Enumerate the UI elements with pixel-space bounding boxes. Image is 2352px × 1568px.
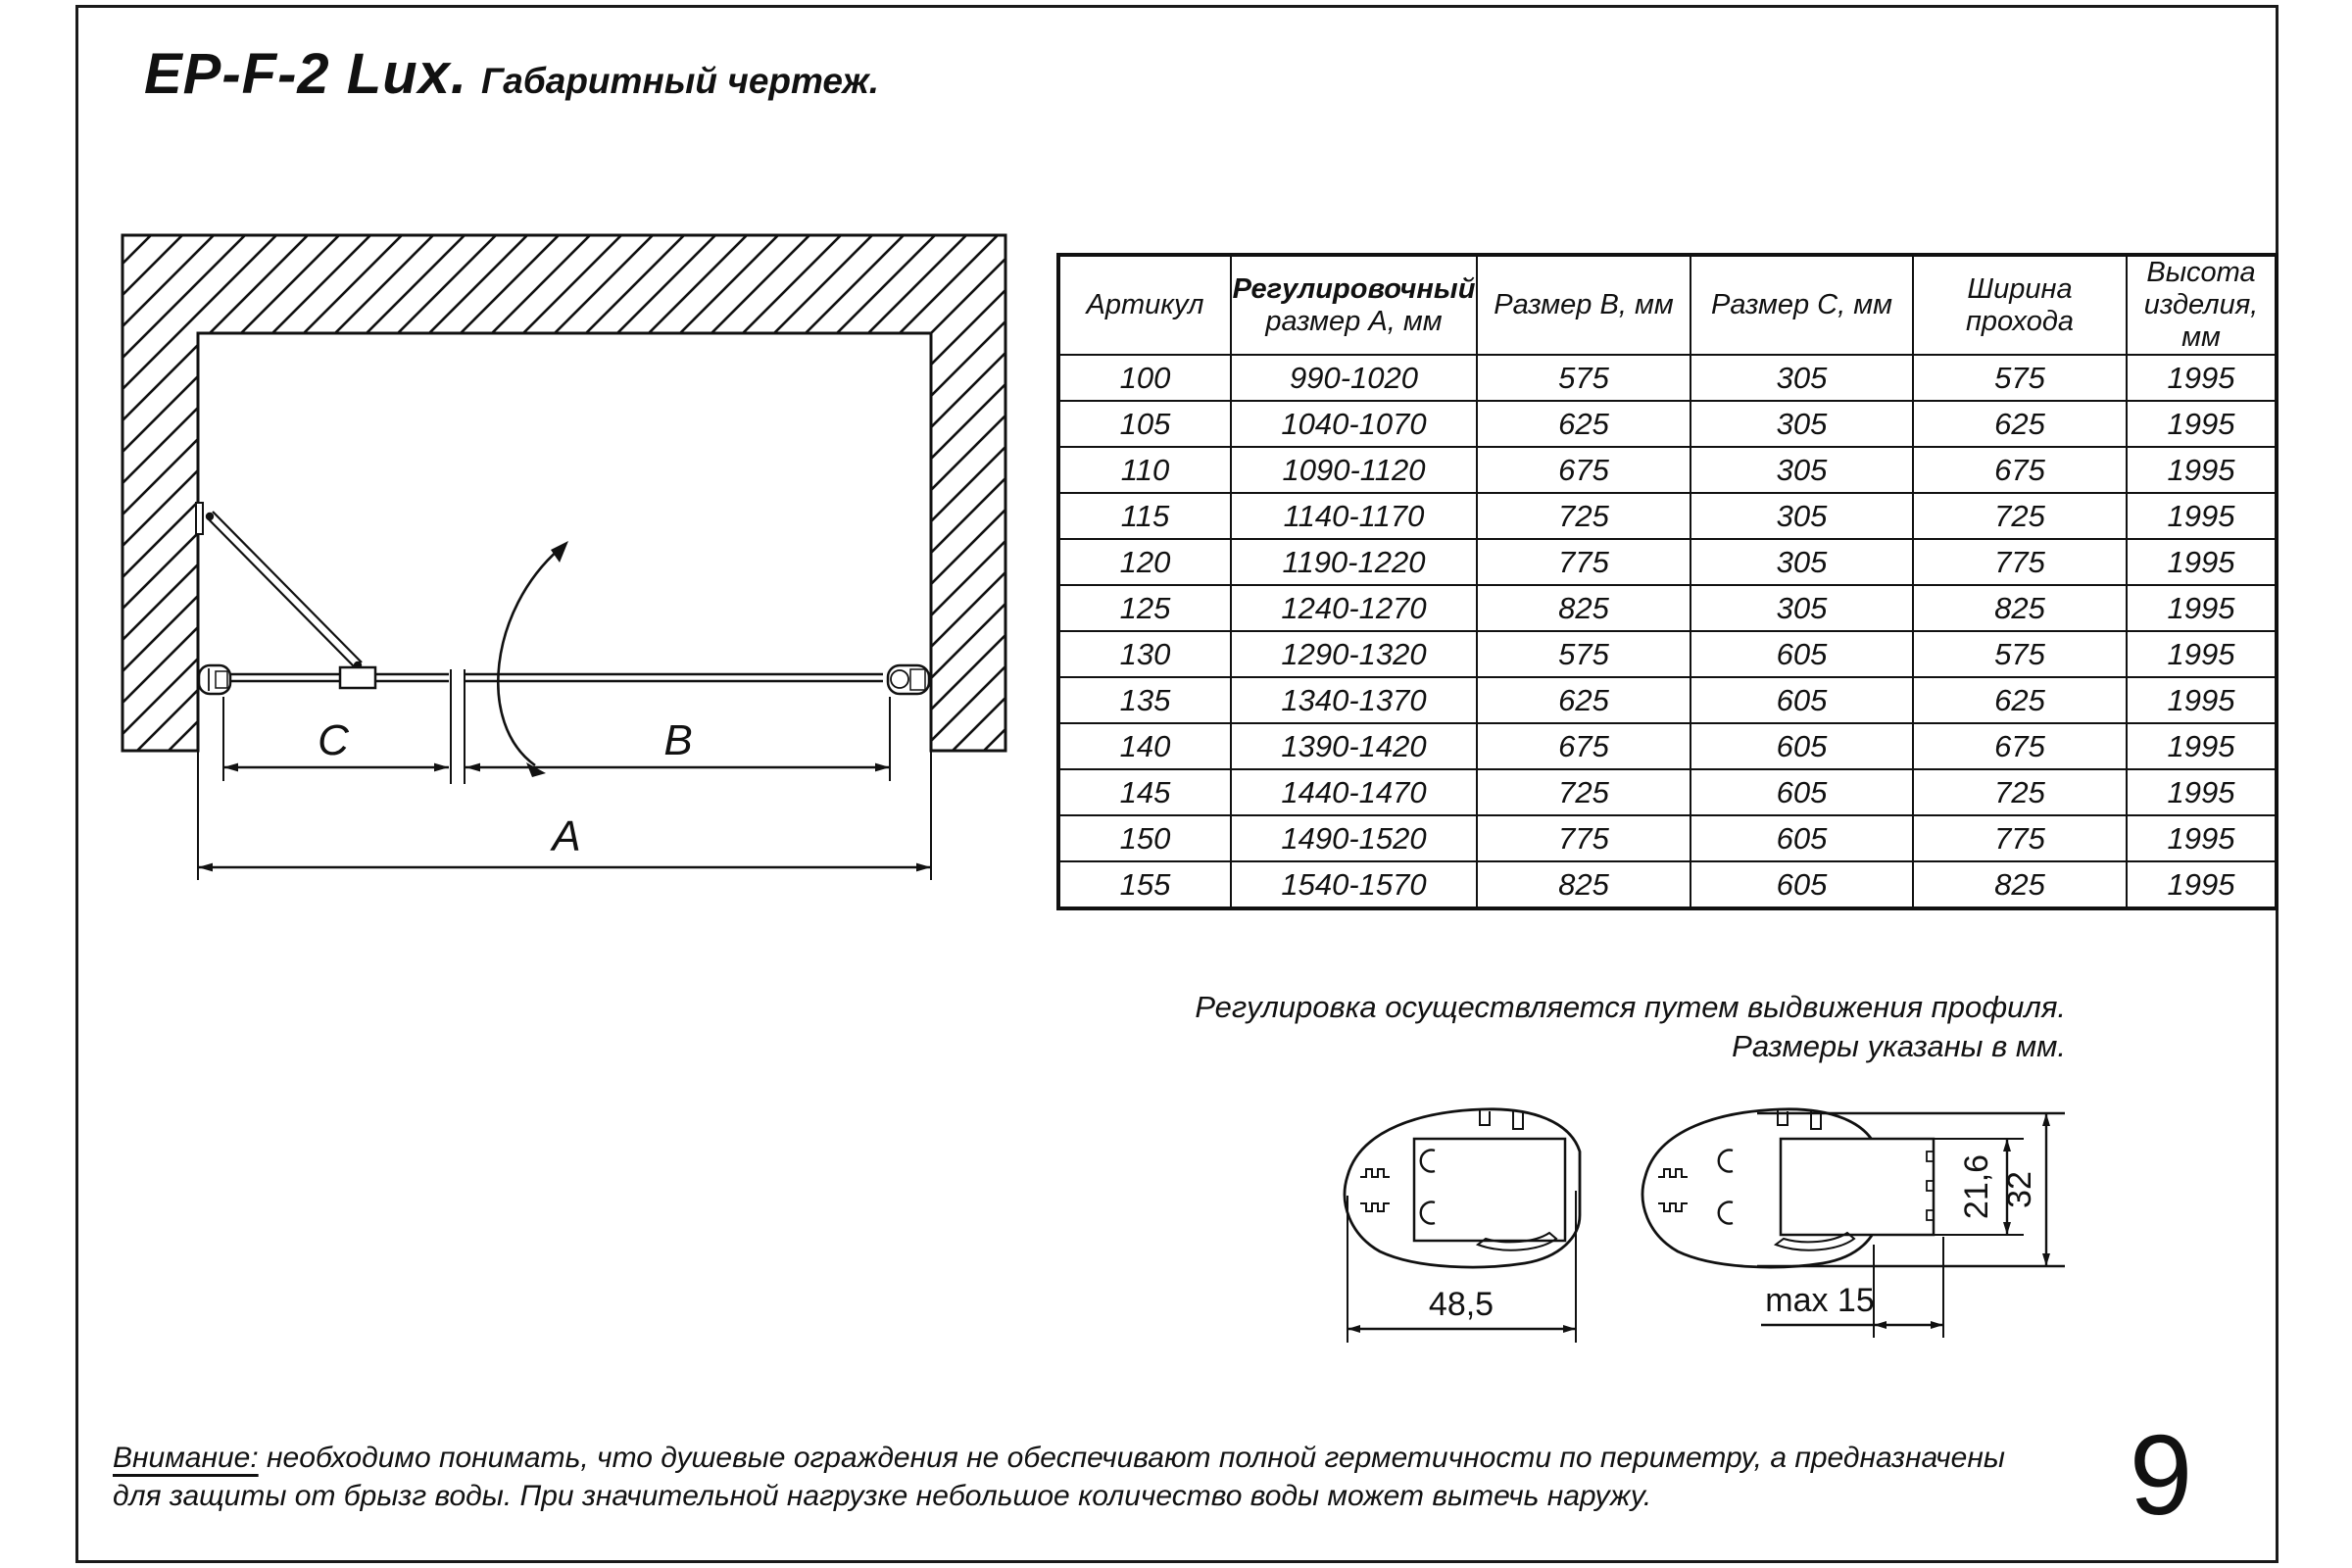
table-cell: 105 [1058, 401, 1231, 447]
note-line: Регулировка осуществляется путем выдвижения профиля. [1195, 990, 2066, 1024]
warning-text: необходимо понимать, что душевые ограждения не обеспечивают полной герметичности по периметру, а предназначены [258, 1442, 2005, 1474]
table-cell: 725 [1477, 493, 1690, 539]
table-row [1058, 355, 2277, 401]
table-cell: 1090-1120 [1231, 447, 1477, 493]
table-cell: 605 [1690, 631, 1913, 677]
table-cell: 625 [1913, 401, 2127, 447]
warning-line [113, 1439, 2005, 1477]
profile-section-extended [1642, 1109, 2065, 1338]
spec-table-header-row [1058, 255, 2277, 355]
table-cell: 575 [1913, 355, 2127, 401]
table-row [1058, 769, 2277, 815]
table-cell: 625 [1913, 677, 2127, 723]
profile-section-retracted [1345, 1109, 1580, 1343]
table-cell: 775 [1913, 539, 2127, 585]
table-row [1058, 585, 2277, 631]
table-cell: 115 [1058, 493, 1231, 539]
warning-note [113, 1439, 2005, 1515]
table-cell: 135 [1058, 677, 1231, 723]
page-title [144, 41, 879, 107]
table-cell: 675 [1913, 447, 2127, 493]
dim-label-c: C [318, 716, 349, 764]
warning-label: Внимание: [113, 1442, 259, 1474]
table-cell: 1290-1320 [1231, 631, 1477, 677]
table-cell: 605 [1690, 723, 1913, 769]
table-cell: 1440-1470 [1231, 769, 1477, 815]
table-cell: 130 [1058, 631, 1231, 677]
table-cell: 305 [1690, 401, 1913, 447]
table-cell: 1995 [2127, 493, 2277, 539]
table-cell: 1995 [2127, 815, 2277, 861]
wall-profile-right [888, 665, 929, 694]
table-header-cell: Высота изделия, мм [2127, 255, 2277, 355]
table-cell: 305 [1690, 447, 1913, 493]
table-cell: 1995 [2127, 585, 2277, 631]
table-cell: 1490-1520 [1231, 815, 1477, 861]
table-cell: 605 [1690, 815, 1913, 861]
table-row [1058, 861, 2277, 908]
table-cell: 1140-1170 [1231, 493, 1477, 539]
table-cell: 990-1020 [1231, 355, 1477, 401]
dim-label-profile-inner-height: 21,6 [1958, 1153, 1995, 1220]
table-cell: 1995 [2127, 539, 2277, 585]
table-header-cell: Ширина прохода [1913, 255, 2127, 355]
table-row [1058, 677, 2277, 723]
table-cell: 1995 [2127, 447, 2277, 493]
brace-bracket [340, 667, 375, 688]
table-cell: 100 [1058, 355, 1231, 401]
dim-label-a: A [552, 812, 581, 860]
table-cell: 1995 [2127, 631, 2277, 677]
table-cell: 305 [1690, 355, 1913, 401]
table-cell: 725 [1913, 769, 2127, 815]
table-header-cell: Размер С, мм [1690, 255, 1913, 355]
table-cell: 675 [1477, 447, 1690, 493]
table-cell: 825 [1913, 861, 2127, 908]
product-model: EP-F-2 Lux. [144, 42, 468, 106]
door-swing-arc [498, 541, 568, 777]
profile-sections-drawing [1333, 1098, 2097, 1470]
table-cell: 1995 [2127, 355, 2277, 401]
note-line: Размеры указаны в мм. [1732, 1029, 2066, 1063]
table-row [1058, 401, 2277, 447]
table-cell: 1995 [2127, 861, 2277, 908]
table-row [1058, 447, 2277, 493]
table-cell: 145 [1058, 769, 1231, 815]
table-cell: 1340-1370 [1231, 677, 1477, 723]
table-cell: 725 [1477, 769, 1690, 815]
dim-label-b: B [663, 716, 693, 764]
table-cell: 110 [1058, 447, 1231, 493]
table-cell: 625 [1477, 401, 1690, 447]
table-cell: 1995 [2127, 401, 2277, 447]
table-cell: 1040-1070 [1231, 401, 1477, 447]
support-brace [196, 503, 362, 669]
table-row [1058, 493, 2277, 539]
table-cell: 125 [1058, 585, 1231, 631]
table-cell: 155 [1058, 861, 1231, 908]
spec-table-body [1058, 355, 2277, 908]
table-cell: 1390-1420 [1231, 723, 1477, 769]
table-cell: 575 [1477, 355, 1690, 401]
table-cell: 675 [1913, 723, 2127, 769]
table-cell: 825 [1477, 861, 1690, 908]
table-row [1058, 539, 2277, 585]
table-cell: 725 [1913, 493, 2127, 539]
table-header-cell: Артикул [1058, 255, 1231, 355]
table-cell: 605 [1690, 677, 1913, 723]
table-cell: 605 [1690, 861, 1913, 908]
title-subtitle: Габаритный чертеж. [481, 61, 880, 101]
table-cell: 1995 [2127, 723, 2277, 769]
table-cell: 305 [1690, 493, 1913, 539]
table-cell: 150 [1058, 815, 1231, 861]
table-cell: 825 [1477, 585, 1690, 631]
table-cell: 1240-1270 [1231, 585, 1477, 631]
table-cell: 775 [1477, 815, 1690, 861]
spec-table [1056, 253, 2278, 910]
dim-label-profile-max: max 15 [1765, 1282, 1875, 1319]
table-cell: 305 [1690, 585, 1913, 631]
table-cell: 625 [1477, 677, 1690, 723]
table-cell: 1190-1220 [1231, 539, 1477, 585]
dim-label-profile-width: 48,5 [1428, 1286, 1494, 1323]
table-header-cell: Размер В, мм [1477, 255, 1690, 355]
table-cell: 675 [1477, 723, 1690, 769]
table-cell: 775 [1477, 539, 1690, 585]
table-cell: 605 [1690, 769, 1913, 815]
page-number: 9 [2129, 1411, 2193, 1539]
adjustment-notes [1195, 988, 2066, 1066]
table-cell: 1540-1570 [1231, 861, 1477, 908]
wall-profile-left [199, 665, 230, 694]
table-cell: 140 [1058, 723, 1231, 769]
table-cell: 1995 [2127, 677, 2277, 723]
table-row [1058, 723, 2277, 769]
table-cell: 305 [1690, 539, 1913, 585]
table-row [1058, 815, 2277, 861]
table-header-cell: Регулировочный размер А, мм [1231, 255, 1477, 355]
dim-label-profile-outer-height: 32 [2001, 1171, 2038, 1208]
table-cell: 575 [1913, 631, 2127, 677]
table-cell: 825 [1913, 585, 2127, 631]
table-cell: 120 [1058, 539, 1231, 585]
table-cell: 775 [1913, 815, 2127, 861]
warning-line: для защиты от брызг воды. При значительной нагрузке небольшое количество воды может вытечь наружу. [113, 1480, 1652, 1512]
table-row [1058, 631, 2277, 677]
table-cell: 575 [1477, 631, 1690, 677]
table-cell: 1995 [2127, 769, 2277, 815]
plan-drawing [98, 225, 1039, 911]
